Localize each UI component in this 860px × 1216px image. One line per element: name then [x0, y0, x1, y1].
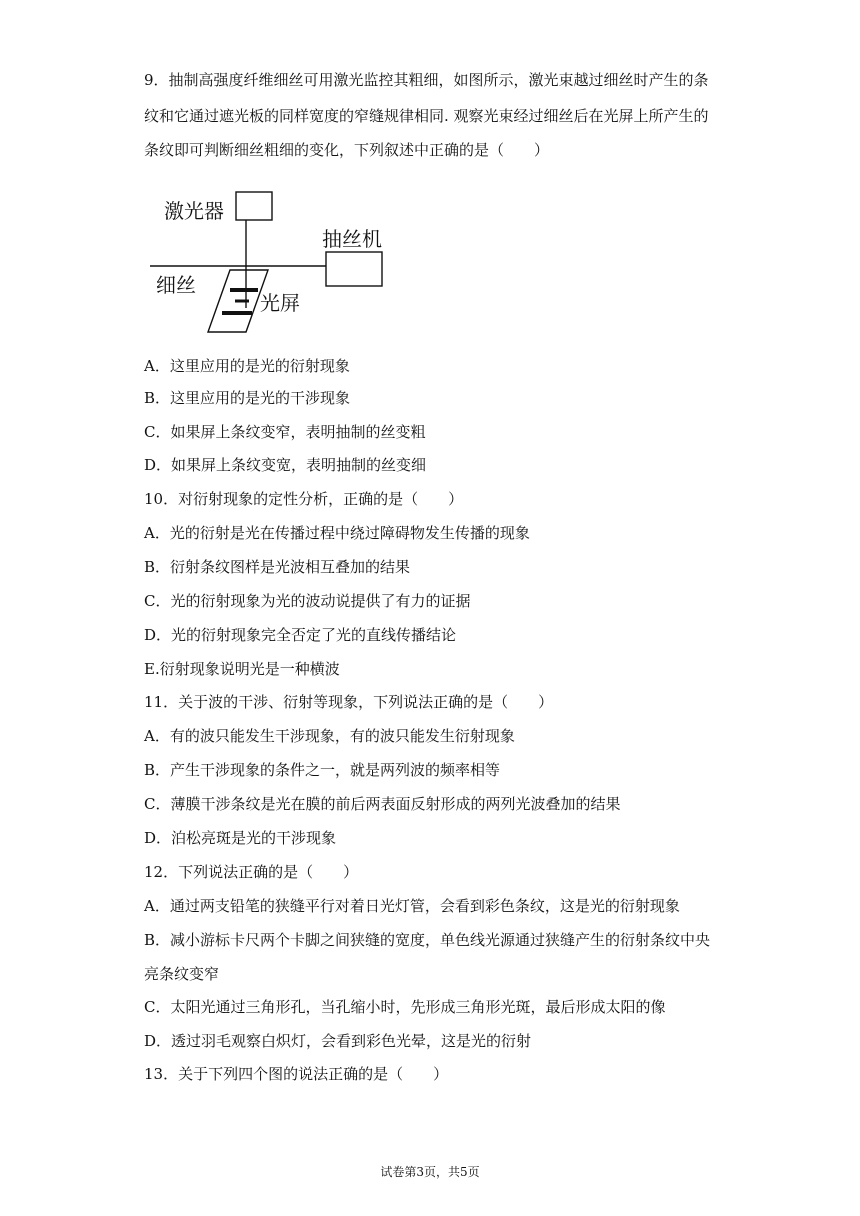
q12-stem: 12．下列说法正确的是（ ） [144, 863, 359, 881]
q10-option-c: C．光的衍射现象为光的波动说提供了有力的证据 [144, 592, 471, 610]
q9-stem-line-2: 纹和它通过遮光板的同样宽度的窄缝规律相同. 观察光束经过细丝后在光屏上所产生的 [144, 107, 709, 125]
q11-stem: 11．关于波的干涉、衍射等现象，下列说法正确的是（ ） [144, 693, 554, 711]
q12-option-a: A．通过两支铅笔的狭缝平行对着日光灯管，会看到彩色条纹，这是光的衍射现象 [144, 897, 680, 915]
q13-stem: 13．关于下列四个图的说法正确的是（ ） [144, 1065, 449, 1083]
q9-stem-line-3: 条纹即可判断细丝粗细的变化，下列叙述中正确的是（ ） [144, 141, 550, 159]
q10-option-b: B．衍射条纹图样是光波相互叠加的结果 [144, 558, 411, 576]
wire-label: 细丝 [156, 273, 196, 297]
screen-label: 光屏 [260, 291, 300, 315]
q12-option-b-cont: 亮条纹变窄 [144, 965, 220, 983]
q10-option-e: E.衍射现象说明光是一种横波 [144, 660, 340, 678]
q9-option-c: C．如果屏上条纹变窄，表明抽制的丝变粗 [144, 423, 426, 441]
q9-option-d: D．如果屏上条纹变宽，表明抽制的丝变细 [144, 456, 427, 474]
q11-option-b: B．产生干涉现象的条件之一，就是两列波的频率相等 [144, 761, 501, 779]
q10-option-d: D．光的衍射现象完全否定了光的直线传播结论 [144, 626, 457, 644]
q9-option-a: A．这里应用的是光的衍射现象 [144, 357, 350, 375]
laser-diagram [150, 180, 400, 340]
q9-option-b: B．这里应用的是光的干涉现象 [144, 389, 351, 407]
laser-label: 激光器 [164, 199, 224, 223]
q11-option-a: A．有的波只能发生干涉现象，有的波只能发生衍射现象 [144, 727, 515, 745]
q10-option-a: A．光的衍射是光在传播过程中绕过障碍物发生传播的现象 [144, 524, 530, 542]
q11-option-d: D．泊松亮斑是光的干涉现象 [144, 829, 337, 847]
q12-option-c: C．太阳光通过三角形孔，当孔缩小时，先形成三角形光斑，最后形成太阳的像 [144, 998, 666, 1016]
page-footer: 试卷第3页，共5页 [380, 1165, 480, 1179]
q11-option-c: C．薄膜干涉条纹是光在膜的前后两表面反射形成的两列光波叠加的结果 [144, 795, 621, 813]
q10-stem: 10．对衍射现象的定性分析，正确的是（ ） [144, 490, 464, 508]
q9-stem-line-1: 9．抽制高强度纤维细丝可用激光监控其粗细，如图所示，激光束越过细丝时产生的条 [144, 71, 709, 89]
drawer-box [326, 252, 382, 286]
laser-box [236, 192, 272, 220]
drawer-label: 抽丝机 [322, 227, 382, 251]
q12-option-d: D．透过羽毛观察白炽灯，会看到彩色光晕，这是光的衍射 [144, 1032, 532, 1050]
q12-option-b: B．减小游标卡尺两个卡脚之间狭缝的宽度，单色线光源通过狭缝产生的衍射条纹中央 [144, 931, 711, 949]
